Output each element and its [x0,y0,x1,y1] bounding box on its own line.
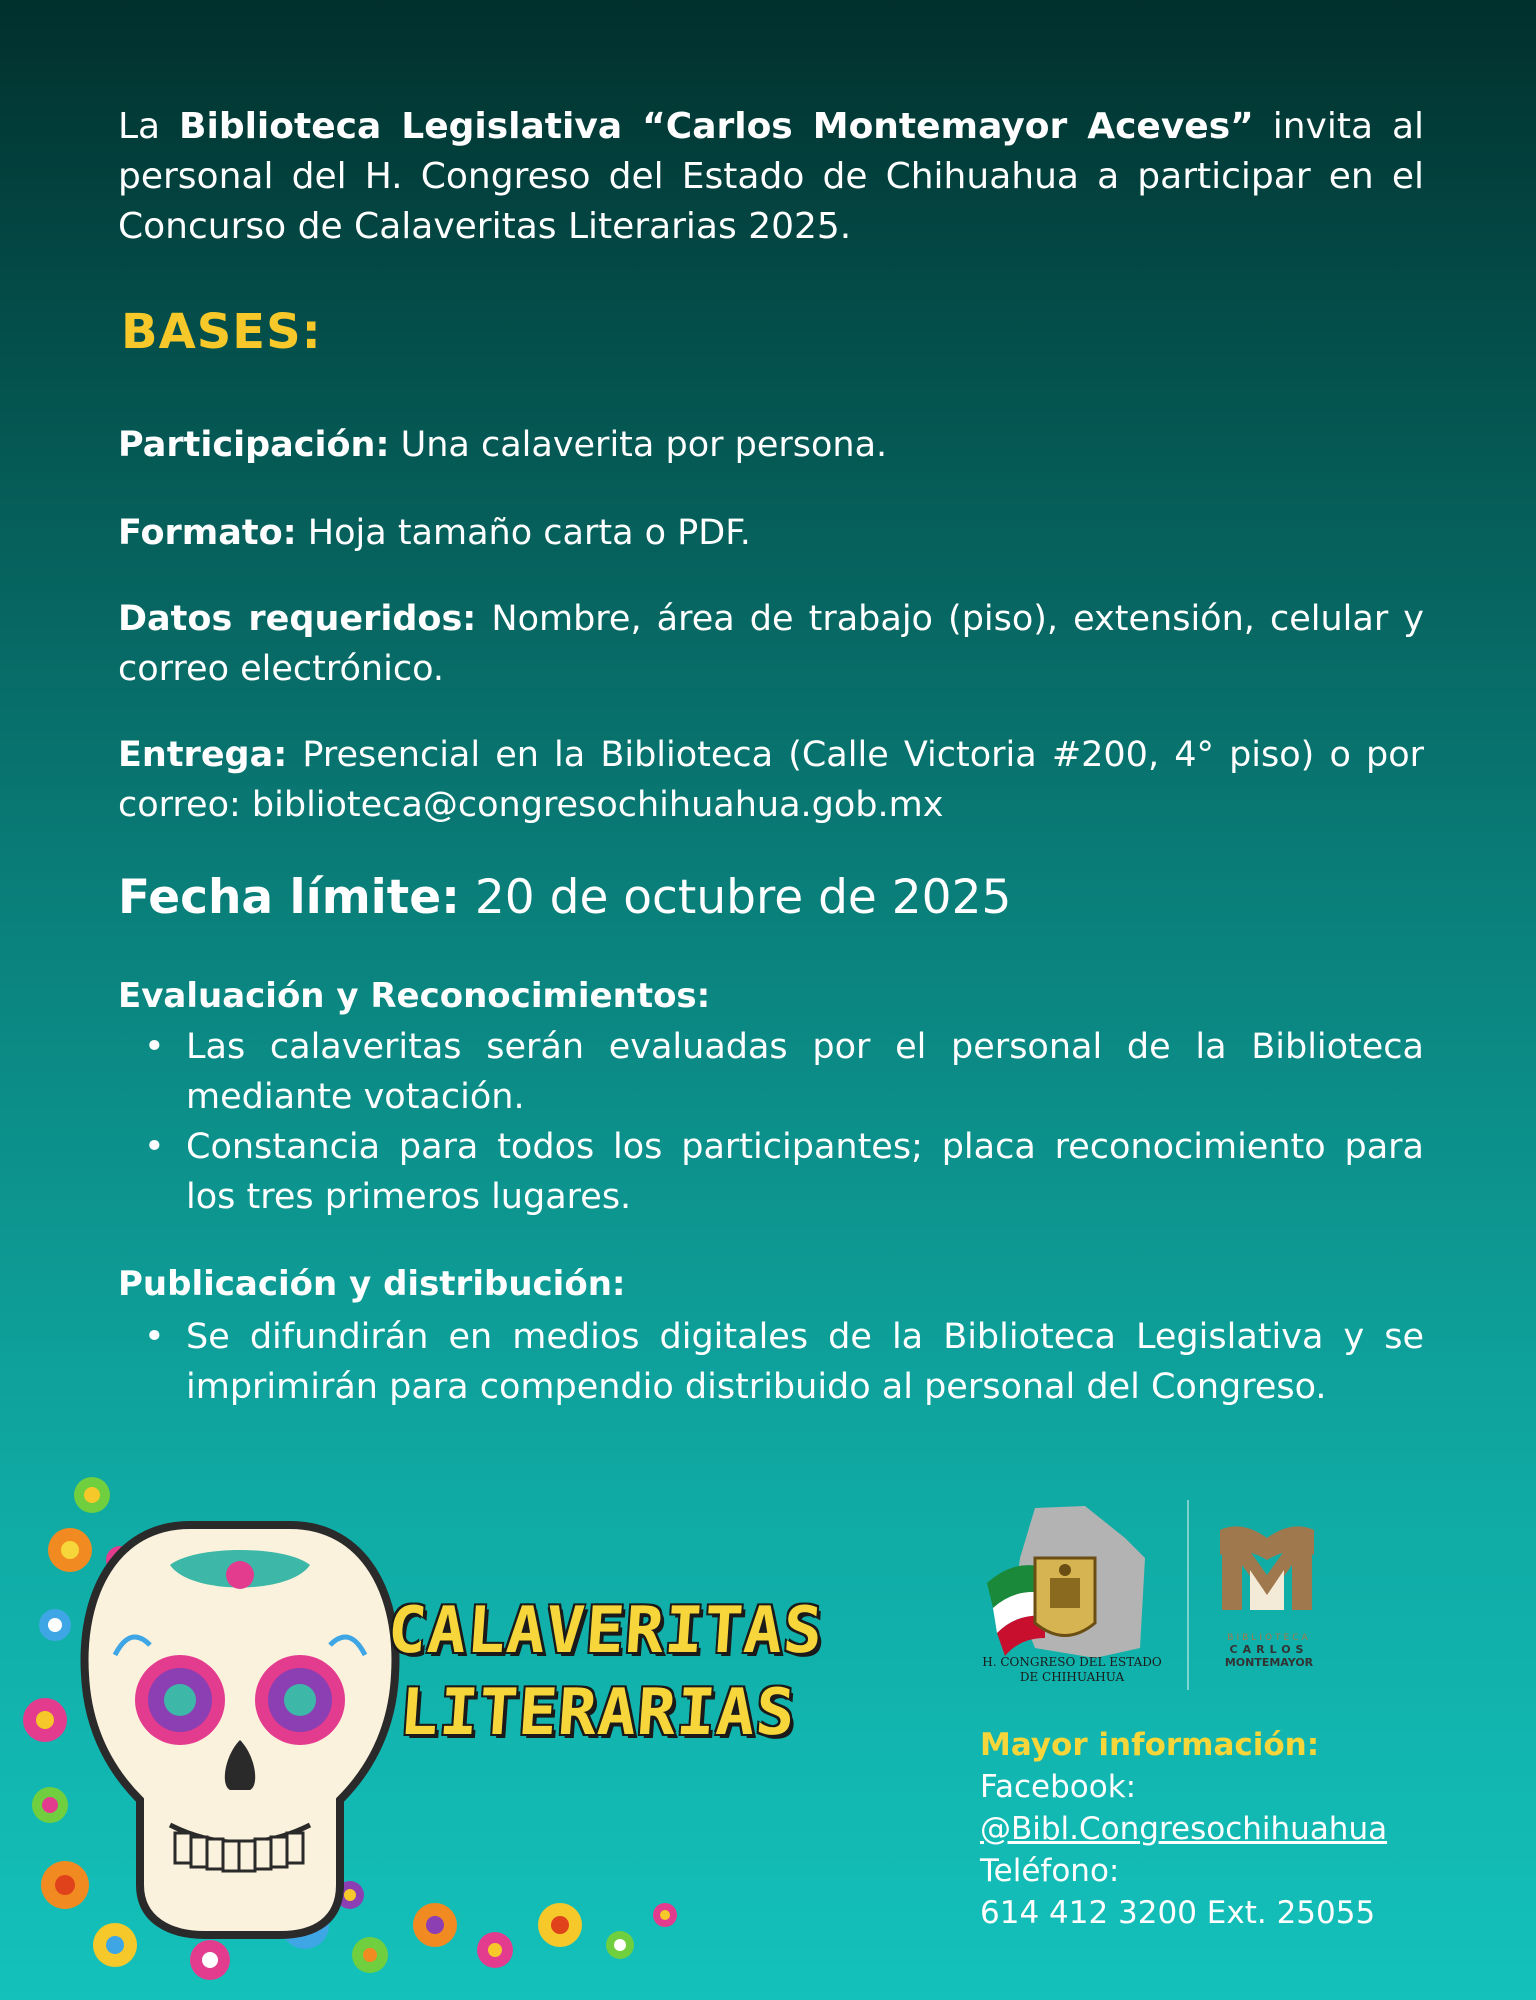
rule-label: Datos requeridos: [118,599,477,639]
contact-info [980,1724,1387,1934]
intro-text-1: La [118,106,180,147]
rule-formato [118,508,1424,558]
rule-label: Entrega: [118,735,288,775]
logo-line-1: CALAVERITAS [385,1594,826,1668]
logo-line-2: LITERARIAS [397,1676,798,1750]
evaluacion-list [118,1022,1424,1222]
list-item: • Las calaveritas serán evaluadas por el personal de la Biblioteca mediante votación. [186,1022,1424,1122]
congreso-line-1: H. CONGRESO DEL ESTADO [982,1655,1162,1669]
bases-title: BASES: [121,304,322,360]
deadline-value: 20 de octubre de 2025 [459,870,1012,925]
rule-text: Nombre, área de trabajo (piso), extensión, celular y correo electrónico. [118,599,1424,689]
contact-heading: Mayor información: [980,1727,1320,1763]
deadline-label: Fecha límite: [118,870,460,925]
biblioteca-label: BIBLIOTECA [1227,1633,1311,1643]
rule-text: Hoja tamaño carta o PDF. [296,513,751,553]
phone-label: Teléfono: [980,1853,1120,1889]
rule-label: Participación: [118,425,390,465]
biblioteca-first-name: CARLOS [1229,1643,1309,1656]
facebook-link[interactable]: @Bibl.Congresochihuahua [980,1811,1388,1847]
publicacion-list [118,1312,1424,1412]
rule-datos [118,594,1424,694]
congreso-line-2: DE CHIHUAHUA [1019,1670,1125,1684]
intro-text-2: invita al personal del H. Congreso del Estado de Chihuahua a participar en el Concurso de Calaveritas Literarias 2025. [118,106,1425,247]
rule-text: Presencial en la Biblioteca (Calle Victoria #200, 4° piso) o por correo: biblioteca@congresochihuahua.gob.mx [118,735,1424,825]
list-item: • Se difundirán en medios digitales de la Biblioteca Legislativa y se imprimirán para compendio distribuido al personal del Congreso. [186,1312,1424,1412]
list-item: • Constancia para todos los participantes; placa reconocimiento para los tres primeros lugares. [186,1122,1424,1222]
skull [85,1525,396,1935]
biblioteca-name [1208,1633,1330,1669]
rule-text: Una calaverita por persona. [389,425,888,465]
rule-participacion [118,420,1424,470]
phone-number: 614 412 3200 Ext. 25055 [980,1895,1376,1931]
rule-entrega [118,730,1424,830]
rule-label: Formato: [118,513,297,553]
logo-divider [1187,1500,1189,1690]
congreso-name [972,1655,1172,1685]
deadline [118,870,1011,925]
publicacion-title: Publicación y distribución: [118,1264,626,1304]
biblioteca-montemayor-emblem [1212,1510,1322,1620]
biblioteca-last-name: MONTEMAYOR [1224,1656,1314,1669]
evaluacion-title: Evaluación y Reconocimientos: [118,976,711,1016]
intro-paragraph [118,102,1424,252]
calaveritas-logo [385,1590,826,1754]
library-name: Biblioteca Legislativa “Carlos Montemayor Aceves” [179,106,1254,147]
facebook-label: Facebook: [980,1769,1137,1805]
